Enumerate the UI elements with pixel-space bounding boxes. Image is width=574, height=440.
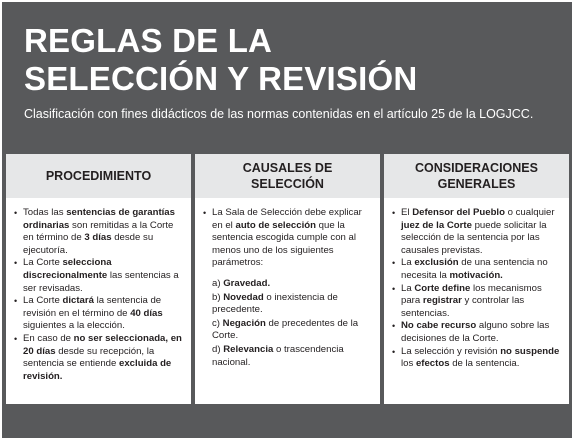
list-item: • En caso de no ser seleccionada, en 20 días desde su recepción, la sentencia se entiende excluida de revisión. [14,333,183,383]
parameter-list [203,278,372,369]
infographic-frame [2,2,572,438]
list-item: • El Defensor del Pueblo o cualquier juez de la Corte puede solicitar la selección de la sentencia por las causales previstas. [392,207,561,257]
list-item: c) Negación de precedentes de la Corte. [212,317,359,342]
column-procedimiento [6,154,191,404]
column-heading: CONSIDERACIONES GENERALES [384,154,569,198]
title-line-1: REGLAS DE LA [24,22,273,59]
column-body [6,198,191,383]
list-item: • No cabe recurso alguno sobre las decisiones de la Corte. [392,320,561,345]
column-body [195,198,380,370]
column-body [384,198,569,371]
list-item: a) Gravedad. [212,277,271,289]
list-item: • La Corte define los mecanismos para registrar y controlar las sentencias. [392,283,561,321]
column-causales [195,154,380,404]
bullet-list [14,207,183,383]
list-item: d) Relevancia o trascendencia nacional. [212,343,344,368]
list-item: • La Corte selecciona discrecionalmente las sentencias a ser revisadas. [14,257,183,295]
title-line-2: SELECCIÓN Y REVISIÓN [24,60,418,97]
list-item: • La exclusión de una sentencia no necesita la motivación. [392,257,561,282]
page-subtitle: Clasificación con fines didácticos de las normas contenidas en el artículo 25 de la LOGJCC. [24,107,534,121]
column-consideraciones [384,154,569,404]
list-item: • La Corte dictará la sentencia de revisión en el término de 40 días siguientes a la elección. [14,295,183,333]
list-item: • La Sala de Selección debe explicar en el auto de selección que la sentencia escogida cumple con al menos uno de los siguientes parámetros: [203,207,372,270]
list-item: • La selección y revisión no suspende los efectos de la sentencia. [392,346,561,371]
rules-table [6,154,569,404]
bullet-list [203,207,372,270]
bullet-list [392,207,561,371]
list-item: • Todas las sentencias de garantías ordinarias son remitidas a la Corte en término de 3 días desde su ejecutoría. [14,207,183,257]
page-title [24,22,544,98]
column-heading: PROCEDIMIENTO [6,154,191,198]
footer-band [2,406,572,438]
column-heading: CAUSALES DE SELECCIÓN [195,154,380,198]
header [2,2,572,152]
list-item: b) Novedad o inexistencia de precedente. [212,291,338,316]
